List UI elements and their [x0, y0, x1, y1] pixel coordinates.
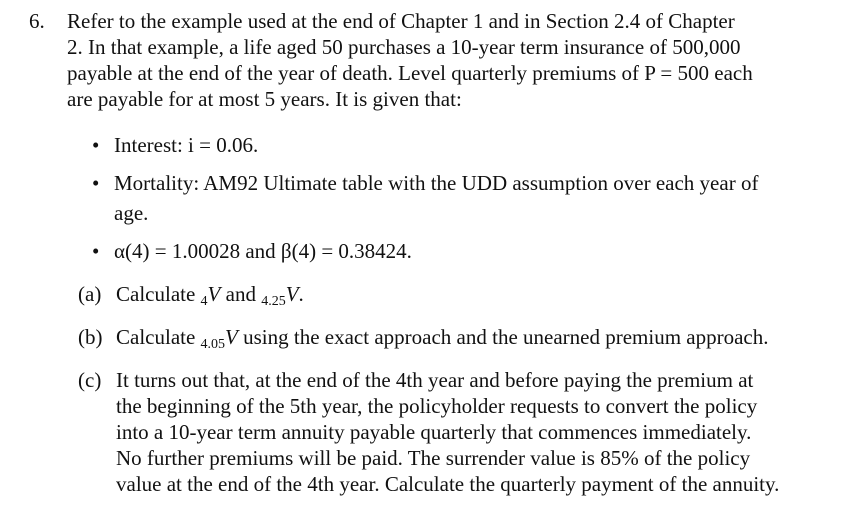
part-label: (c) [78, 368, 102, 392]
part-text-line: It turns out that, at the end of the 4th year and before paying the premium at [116, 368, 754, 392]
part-text-line: into a 10-year term annuity payable quarterly that commences immediately. [116, 420, 752, 444]
bullet-icon: • [92, 133, 100, 157]
part-text [116, 281, 798, 315]
part-text [116, 324, 798, 358]
part-text-segment: and [220, 282, 262, 306]
bullet-text: Mortality: AM92 Ultimate table with the UDD assumption over each year of [114, 171, 759, 195]
assumptions-list [92, 132, 812, 276]
part-text-line: No further premiums will be paid. The surrender value is 85% of the policy [116, 446, 751, 470]
intro-line: 2. In that example, a life aged 50 purchases a 10-year term insurance of 500,000 [67, 35, 741, 59]
part-a [78, 281, 798, 315]
intro-line: payable at the end of the year of death. Level quarterly premiums of P = 500 each [67, 61, 753, 85]
question-parts [78, 281, 798, 506]
part-c [78, 367, 798, 497]
list-item [92, 238, 812, 264]
subscript: 4.05 [200, 337, 226, 352]
policy-value-symbol: V [225, 325, 238, 349]
intro-line: are payable for at most 5 years. It is given that: [67, 87, 462, 111]
policy-value-symbol: V [285, 282, 299, 306]
part-text-segment: Calculate [116, 325, 201, 349]
part-text-line: the beginning of the 5th year, the policyholder requests to convert the policy [116, 394, 758, 418]
bullet-text-continued: age. [114, 201, 149, 225]
part-text-line: value at the end of the 4th year. Calculate the quarterly payment of the annuity. [116, 472, 780, 496]
intro-text: Refer to the example used at the end of Chapter 1 and in Section 2.4 of Chapter [67, 9, 735, 33]
part-text-segment: using the exact approach and the unearned premium approach. [237, 325, 769, 349]
subscript: 4.25 [261, 294, 286, 309]
list-item [92, 170, 812, 226]
intro-line [29, 8, 799, 34]
list-item [92, 132, 812, 158]
bullet-text: α(4) = 1.00028 and β(4) = 0.38424. [114, 239, 412, 263]
part-text-segment: . [298, 282, 304, 306]
bullet-icon: • [92, 239, 100, 263]
bullet-text: Interest: i = 0.06. [114, 133, 259, 157]
part-text-segment: Calculate [116, 282, 201, 306]
bullet-icon: • [92, 171, 100, 195]
part-b [78, 324, 798, 358]
part-label: (b) [78, 325, 103, 349]
problem-number: 6. [29, 9, 45, 33]
problem-intro [29, 8, 799, 112]
part-label: (a) [78, 282, 102, 306]
policy-value-symbol: V [207, 282, 221, 306]
subscript: 4 [200, 294, 208, 309]
